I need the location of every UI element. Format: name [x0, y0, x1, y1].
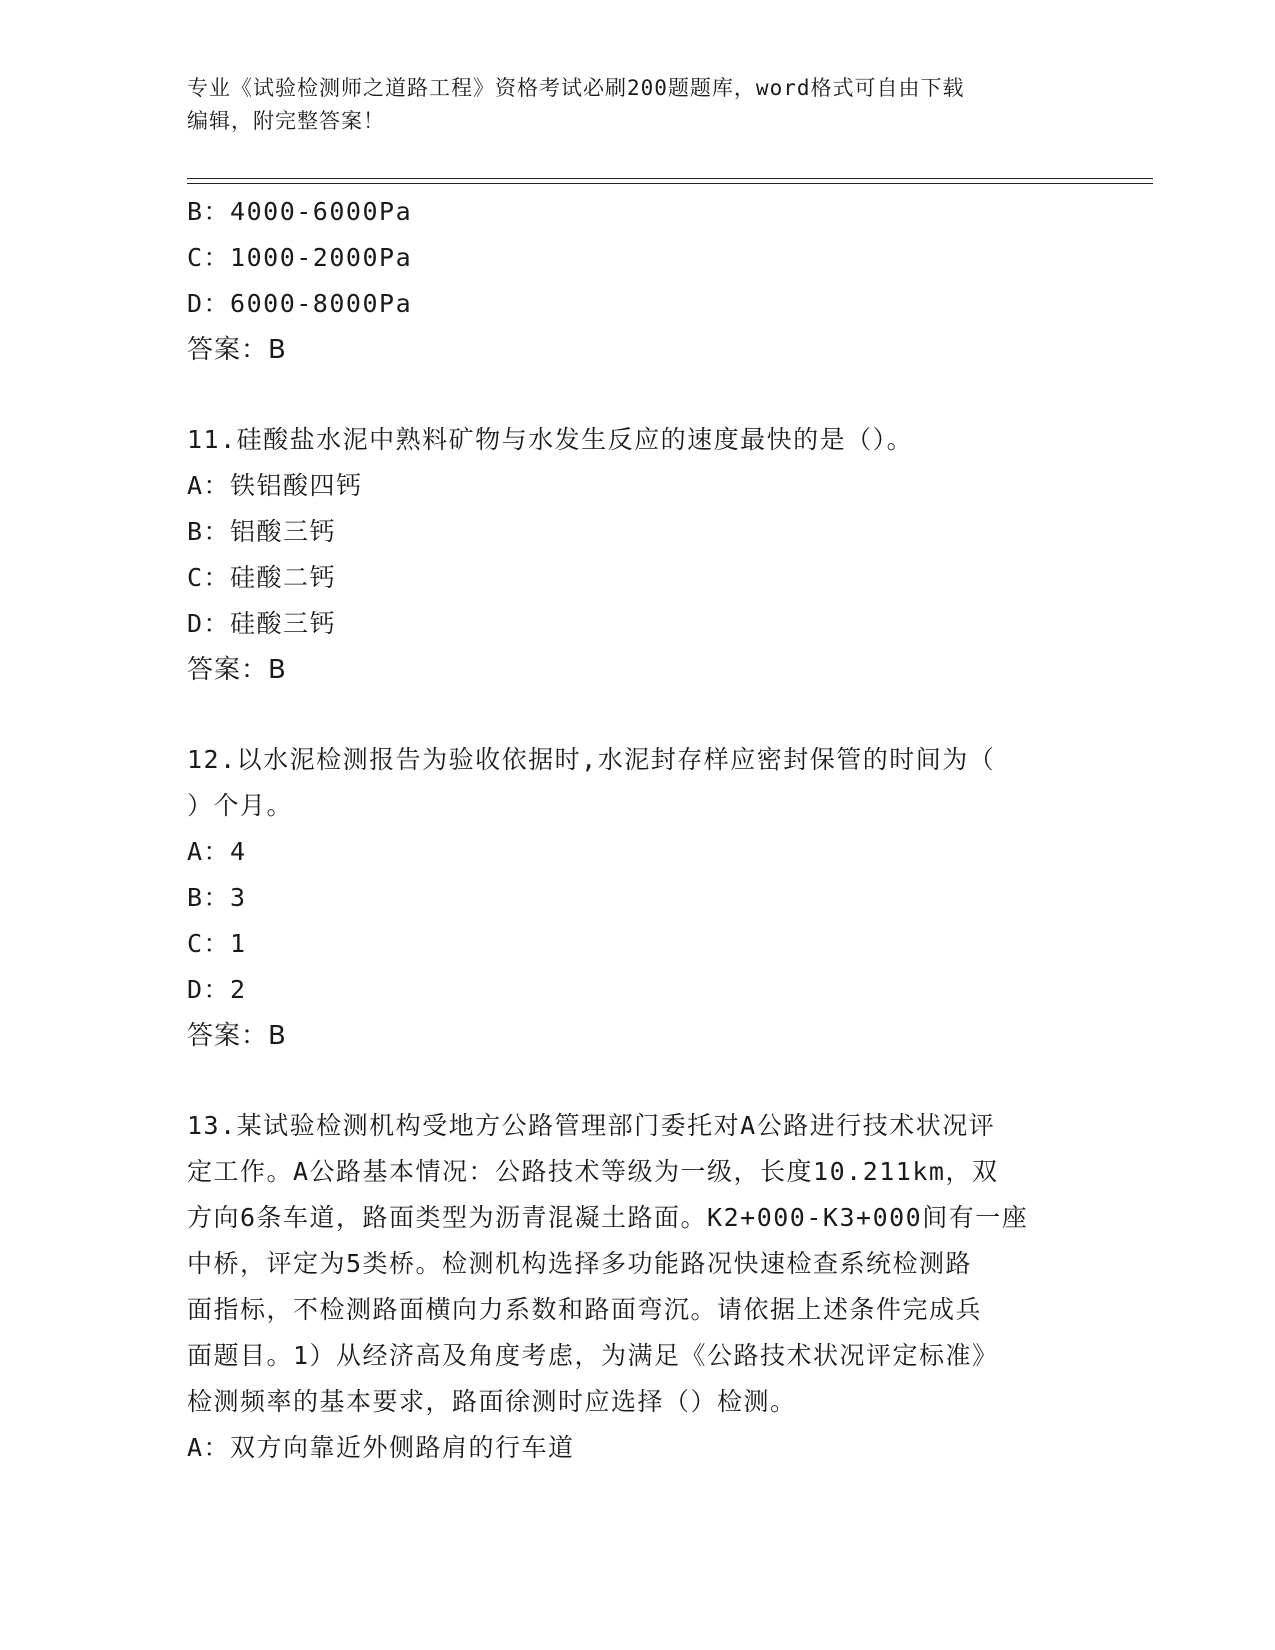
- question-10-tail: [187, 189, 1087, 373]
- question-12: [187, 737, 1087, 1059]
- option-d: D：6000-8000Pa: [187, 289, 413, 318]
- option-a: A：铁铝酸四钙: [187, 471, 363, 500]
- option-b: B：3: [187, 883, 247, 912]
- question-stem-line-2: ）个月。: [187, 791, 294, 820]
- question-spacer: [187, 693, 1087, 737]
- question-spacer: [187, 373, 1087, 417]
- question-stem-line-3: 方向6条车道，路面类型为沥青混凝土路面。K2+000-K3+000间有一座: [187, 1203, 1029, 1232]
- option-d: D：2: [187, 975, 247, 1004]
- question-stem: 11.硅酸盐水泥中熟料矿物与水发生反应的速度最快的是（）。: [187, 425, 914, 454]
- option-a: A：4: [187, 837, 247, 866]
- page-header: [187, 72, 1067, 138]
- answer: 答案：B: [187, 1021, 287, 1051]
- option-c: C：硅酸二钙: [187, 563, 337, 592]
- header-line-2: 编辑，附完整答案！: [187, 109, 385, 133]
- option-d: D：硅酸三钙: [187, 609, 337, 638]
- option-a: A：双方向靠近外侧路肩的行车道: [187, 1433, 575, 1462]
- question-spacer: [187, 1059, 1087, 1103]
- header-line-1: 专业《试验检测师之道路工程》资格考试必刷200题题库，word格式可自由下载: [187, 76, 965, 100]
- question-stem-line-1: 13.某试验检测机构受地方公路管理部门委托对A公路进行技术状况评: [187, 1111, 996, 1140]
- question-stem-line-1: 12.以水泥检测报告为验收依据时,水泥封存样应密封保管的时间为（: [187, 745, 996, 774]
- header-rule-top: [187, 178, 1153, 179]
- option-b: B：铝酸三钙: [187, 517, 337, 546]
- answer: 答案：B: [187, 335, 287, 365]
- header-rule-bottom: [187, 183, 1153, 184]
- answer: 答案：B: [187, 655, 287, 685]
- option-c: C：1: [187, 929, 247, 958]
- option-b: B：4000-6000Pa: [187, 197, 413, 226]
- question-13: [187, 1103, 1087, 1471]
- question-11: [187, 417, 1087, 693]
- question-stem-line-4: 中桥，评定为5类桥。检测机构选择多功能路况快速检查系统检测路: [187, 1249, 973, 1278]
- question-stem-line-6: 面题目。1）从经济高及角度考虑，为满足《公路技术状况评定标准》: [187, 1341, 999, 1370]
- question-stem-line-2: 定工作。A公路基本情况：公路技术等级为一级，长度10.211km，双: [187, 1157, 999, 1186]
- question-stem-line-7: 检测频率的基本要求，路面徐测时应选择（）检测。: [187, 1387, 797, 1416]
- option-c: C：1000-2000Pa: [187, 243, 413, 272]
- question-content: [187, 189, 1087, 1471]
- question-stem-line-5: 面指标，不检测路面横向力系数和路面弯沉。请依据上述条件完成兵: [187, 1295, 983, 1324]
